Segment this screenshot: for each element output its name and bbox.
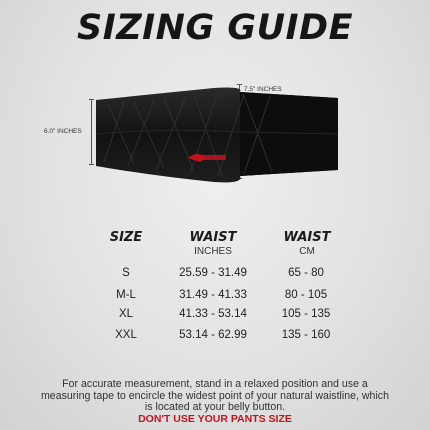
inches-cell: 31.49 - 41.33 xyxy=(179,289,247,301)
cm-cell: 80 - 105 xyxy=(284,289,328,301)
cm-cell: 135 - 160 xyxy=(281,329,331,341)
header-size: SIZE xyxy=(109,230,143,245)
cm-cell: 105 - 135 xyxy=(281,308,331,320)
size-cell: M-L xyxy=(116,289,136,301)
table-row xyxy=(0,289,430,309)
page-title: SIZING GUIDE xyxy=(77,8,353,48)
height-dimension-line xyxy=(91,99,92,165)
waist-belt-image xyxy=(94,84,338,186)
height-dimension-label: 6.0" INCHES xyxy=(44,128,82,135)
size-cell: S xyxy=(122,267,130,279)
measurement-instructions: For accurate measurement, stand in a relaxed position and use a measuring tape to encircle the widest point of your natural waistline, which is located at your belly button. xyxy=(40,378,389,413)
inches-cell: 41.33 - 53.14 xyxy=(179,308,247,320)
side-dimension-label: 7.5" INCHES xyxy=(244,86,282,93)
warning-text: DON'T USE YOUR PANTS SIZE xyxy=(138,413,292,425)
inches-cell: 53.14 - 62.99 xyxy=(179,329,247,341)
size-cell: XXL xyxy=(115,329,137,341)
header-waist-inches: WAIST INCHES xyxy=(189,230,237,257)
inches-cell: 25.59 - 31.49 xyxy=(179,267,247,279)
size-cell: XL xyxy=(118,308,134,320)
table-row xyxy=(0,267,430,287)
table-row xyxy=(0,329,430,349)
cm-cell: 65 - 80 xyxy=(288,267,324,279)
table-row xyxy=(0,308,430,328)
header-waist-cm: WAIST CM xyxy=(283,230,331,257)
